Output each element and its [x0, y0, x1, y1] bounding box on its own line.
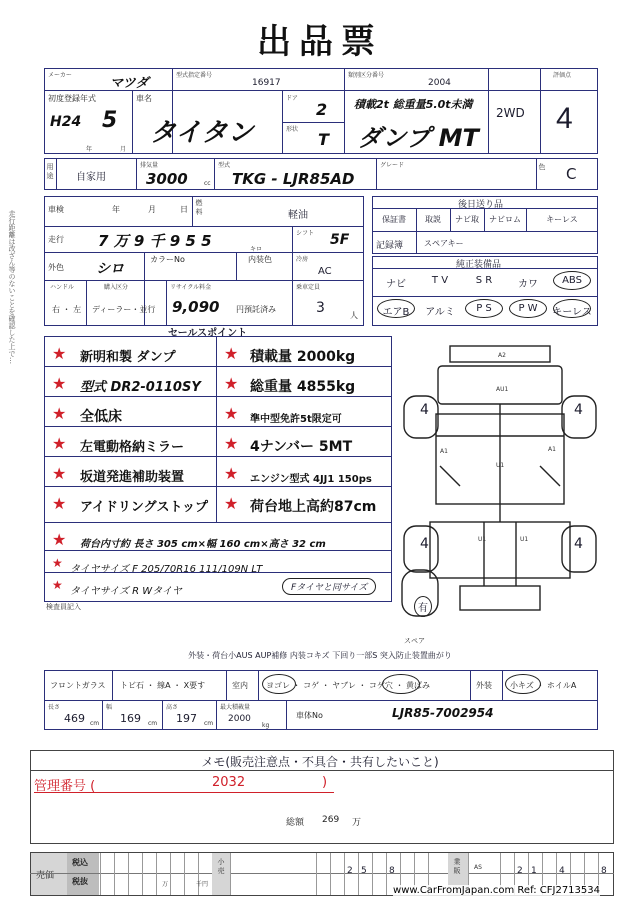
chassis-label: 車体No: [296, 711, 323, 720]
damage-mark-u1-c: U1: [520, 536, 529, 543]
width-unit: cm: [148, 720, 158, 727]
divider: [114, 853, 115, 895]
watermark: www.CarFromJapan.com Ref: CFJ2713534: [393, 885, 600, 896]
chassis-no: LJR85-7002954: [392, 706, 494, 720]
genuine-item: カワ: [518, 279, 538, 290]
divider: [44, 456, 392, 457]
insp-day: 日: [180, 205, 188, 214]
fuel: 軽油: [288, 210, 308, 221]
divider: [372, 853, 373, 895]
ac-label: 冷房: [296, 256, 309, 263]
interior-cond-label: 室内: [232, 681, 248, 690]
sales-point-right: 積載量 2000kg: [250, 349, 356, 365]
recycle-label: リサイクル料金: [170, 284, 212, 291]
divider: [230, 853, 231, 895]
sales-point-left: 新明和製 ダンプ: [80, 350, 176, 365]
total-value: 269: [322, 815, 340, 825]
ext-color: シロ: [96, 261, 124, 277]
side-notice: 走行距離は改ざん等のないことを確認した上で…: [8, 210, 16, 364]
inspection-label: 車検: [48, 205, 64, 214]
divider: [450, 208, 451, 231]
star-icon: ★: [52, 374, 67, 393]
shape: T: [318, 130, 329, 149]
sales-point-left: 全低床: [80, 409, 122, 425]
genuine-item: アルミ: [425, 307, 455, 318]
star-icon: ★: [52, 434, 67, 453]
divider: [184, 853, 185, 895]
divider: [358, 853, 359, 895]
height: 197: [176, 712, 197, 725]
price-digit-small: 8: [389, 866, 395, 876]
handle: 右 ・ 左: [52, 305, 82, 314]
damage-mark-u1-a: U1: [496, 462, 505, 469]
body-type: ダンプ MT: [358, 124, 479, 152]
later-parts-row2: スペアキー: [424, 239, 464, 248]
divider: [330, 853, 331, 895]
mgmt-value: 2032: [212, 775, 246, 790]
divider: [170, 853, 171, 895]
small-label: 小売: [217, 858, 225, 875]
star-icon: ★: [52, 530, 67, 549]
rating-label: 評価点: [553, 72, 572, 79]
price-digit-small: 2: [347, 866, 353, 876]
car-name: タイタン: [150, 118, 254, 148]
star-icon: ★: [224, 404, 239, 423]
mgmt-label: 管理番号 (: [34, 779, 96, 794]
height-label: 高さ: [166, 704, 179, 711]
ws-label: 業販: [453, 858, 461, 875]
cc-unit: cc: [204, 180, 211, 187]
page-title: 出品票: [257, 22, 383, 62]
circle-mark: [509, 299, 547, 318]
genuine-item: ナビ: [386, 279, 406, 290]
mileage-label: 走行: [48, 235, 64, 244]
purchase: ディーラー・並行: [92, 305, 156, 314]
height-unit: cm: [204, 720, 214, 727]
maker-label: メーカー: [48, 72, 72, 79]
star-icon: ★: [52, 464, 67, 483]
remarks: 外装・荷台小AUS AUP補修 内装コキズ 下回り一部S 突入防止装置曲がり: [188, 651, 452, 660]
man-unit: 万: [162, 881, 169, 888]
genuine-item: P S: [476, 303, 492, 314]
divider: [416, 231, 417, 254]
total-unit: 万: [352, 818, 362, 828]
sales-point-right: 4ナンバー 5MT: [250, 439, 353, 455]
sales-point-right: 荷台地上高約87cm: [250, 499, 377, 515]
price-digit-ws: 1: [531, 866, 537, 876]
divider: [198, 853, 199, 895]
star-icon: ★: [52, 556, 63, 570]
price-digit-small: 5: [361, 866, 367, 876]
sell-label: 売価: [36, 871, 55, 881]
genuine-item: S R: [475, 275, 493, 286]
tire-depth-rl: 4: [420, 536, 429, 552]
damage-mark-a1-left: A1: [440, 448, 448, 455]
model: TKG - LJR85AD: [232, 170, 355, 188]
load-label: 最大積載量: [220, 704, 251, 711]
circle-mark: [262, 674, 296, 694]
tax-in: 税込: [72, 858, 88, 867]
shift-label: シフト: [296, 230, 315, 237]
divider: [44, 366, 392, 367]
divider: [44, 522, 392, 523]
star-icon: ★: [52, 344, 67, 363]
color-label: 色: [538, 163, 546, 171]
usage-label: 用途: [46, 163, 54, 180]
length-unit: cm: [90, 720, 100, 727]
recycle-note: 円預託済み: [236, 305, 276, 314]
drive: 2WD: [496, 106, 525, 120]
shape-label: 形状: [286, 126, 299, 133]
insp-year: 年: [112, 205, 120, 214]
divider: [44, 396, 392, 397]
interior-cond-items: ヨゴレ ・ コゲ ・ ヤブレ ・ コゲ穴 ・ 黄ばみ: [266, 681, 431, 690]
later-part-item: 保証書: [382, 215, 406, 224]
handle-label: ハンドル: [50, 284, 75, 291]
load-unit: kg: [262, 722, 270, 729]
name-label: 車名: [136, 94, 152, 103]
inspector-label: 検査員記入: [46, 603, 81, 611]
load: 2000: [228, 714, 251, 724]
reg-month: 5: [102, 108, 118, 133]
era: H24: [50, 114, 82, 130]
windshield-label: フロントガラス: [50, 681, 106, 690]
genuine-item: ABS: [562, 275, 582, 286]
later-part-item: 取説: [425, 215, 441, 224]
circle-mark: [505, 674, 541, 694]
later-parts-record-label: 記録簿: [376, 241, 404, 251]
ext-color-label: 外色: [48, 263, 64, 272]
km-unit: キロ: [250, 246, 263, 253]
divider: [142, 853, 143, 895]
genuine-item: エアB: [382, 307, 410, 318]
divider: [44, 486, 392, 487]
circle-mark: [382, 674, 420, 694]
later-part-item: ナビロム: [489, 215, 521, 224]
tire-note: Fタイヤと同サイズ: [282, 578, 376, 595]
load-text: 積載2t 総重量5.0t未満: [354, 98, 473, 111]
memo-header: メモ(販売注意点・不具合・共有したいこと): [201, 755, 439, 769]
star-icon: ★: [52, 578, 63, 592]
price-digit-ws: 4: [559, 866, 565, 876]
circle-mark: [377, 299, 415, 318]
grade-label: グレード: [380, 162, 405, 169]
doors: 2: [316, 100, 328, 119]
capacity-label: 乗車定員: [296, 284, 321, 291]
designation-label: 型式指定番号: [176, 72, 213, 79]
category: 2004: [428, 78, 451, 88]
sales-point-left: 左電動格納ミラー: [80, 440, 185, 455]
divider: [44, 426, 392, 427]
divider: [416, 208, 417, 231]
mileage: 7 万 9 千 9 5 5: [98, 232, 212, 250]
later-part-item: キーレス: [546, 215, 578, 224]
width: 169: [120, 712, 141, 725]
doors-label: ドア: [286, 95, 298, 102]
tire-front: タイヤサイズ F 205/70R16 111/109N LT: [70, 564, 263, 575]
sales-point-left: 坂道発進補助装置: [80, 470, 185, 485]
divider: [344, 853, 345, 895]
circle-mark: [553, 299, 591, 318]
length: 469: [64, 712, 85, 725]
year-unit: 年: [86, 146, 93, 153]
color-no-label: カラーNo: [150, 255, 185, 264]
usage: 自家用: [76, 172, 106, 183]
recycle: 9,090: [172, 298, 220, 316]
exterior-cond-items: 小キズ ・ ホイルA: [510, 681, 577, 690]
shift: 5F: [330, 232, 350, 248]
bed-dimensions: 荷台内寸約 長さ 305 cm×幅 160 cm×高さ 32 cm: [80, 539, 326, 550]
maker: マツダ: [110, 76, 149, 91]
star-icon: ★: [224, 464, 239, 483]
star-icon: ★: [52, 494, 67, 513]
first-reg-label: 初度登録年式: [48, 94, 96, 103]
sales-points-header: セールスポイント: [168, 328, 248, 339]
fuel-label: 燃料: [195, 199, 203, 216]
model-label: 型式: [218, 162, 231, 169]
category-label: 類別区分番号: [348, 72, 385, 79]
divider: [484, 208, 485, 231]
damage-mark-a1-right: A1: [548, 446, 556, 453]
sales-point-right: エンジン型式 4JJ1 150ps: [250, 474, 372, 485]
sales-point-left: アイドリングストップ: [80, 500, 209, 515]
ac: AC: [318, 266, 332, 277]
star-icon: ★: [224, 374, 239, 393]
star-icon: ★: [224, 494, 239, 513]
month-unit: 月: [120, 146, 127, 153]
truck-diagram: [400, 336, 600, 632]
capacity-unit: 人: [350, 311, 358, 320]
divider: [128, 853, 129, 895]
length-label: 長さ: [48, 704, 61, 711]
tire-depth-fr: 4: [574, 402, 583, 418]
spare-mark: 有: [414, 596, 432, 617]
circle-mark: [553, 271, 591, 290]
divider: [316, 853, 317, 895]
divider: [156, 853, 157, 895]
sales-point-right: 総重量 4855kg: [250, 379, 356, 395]
genuine-item: P W: [518, 303, 538, 314]
sales-point-left: 型式 DR2-0110SY: [80, 380, 201, 395]
designation: 16917: [252, 78, 281, 88]
price-digit-ws: 8: [601, 866, 607, 876]
insp-month: 月: [148, 205, 156, 214]
damage-mark-u1-b: U1: [478, 536, 487, 543]
width-label: 幅: [106, 704, 113, 711]
exterior-cond-label: 外装: [476, 681, 492, 690]
divider: [526, 208, 527, 231]
star-icon: ★: [224, 344, 239, 363]
genuine-item: T V: [431, 275, 449, 286]
divider: [44, 550, 392, 551]
genuine-header: 純正装備品: [456, 260, 502, 270]
divider: [386, 853, 387, 895]
total-label: 総額: [286, 818, 305, 828]
star-icon: ★: [52, 404, 67, 423]
displacement: 3000: [146, 170, 188, 188]
color-rank: C: [566, 165, 577, 183]
tire-depth-rr: 4: [574, 536, 583, 552]
star-icon: ★: [224, 434, 239, 453]
divider: [100, 853, 101, 895]
genuine-item: キーレス: [552, 307, 592, 318]
capacity: 3: [316, 300, 325, 316]
spare-label: スペア: [404, 637, 425, 645]
circle-mark: [465, 299, 503, 318]
price-digit-ws: 2: [517, 866, 523, 876]
mgmt-close: ): [322, 775, 328, 790]
later-parts-header: 後日送り品: [458, 200, 504, 210]
windshield-chips: トビ石 ・ 線A ・ X要す: [120, 681, 206, 690]
as-label: AS: [474, 864, 482, 871]
interior-label: 内装色: [248, 255, 272, 264]
tire-depth-fl: 4: [420, 402, 429, 418]
damage-mark-au1: AU1: [496, 386, 509, 393]
displacement-label: 排気量: [140, 162, 159, 169]
rating: 4: [556, 102, 573, 135]
sales-point-right: 準中型免許5t限定可: [250, 414, 342, 425]
sen-unit: 千円: [196, 881, 209, 888]
damage-mark-a2: A2: [498, 352, 506, 359]
tire-rear: タイヤサイズ R Wタイヤ: [70, 586, 182, 597]
tax-ex: 税抜: [72, 877, 88, 886]
purchase-label: 購入区分: [104, 284, 129, 291]
later-part-item: ナビ取: [455, 215, 479, 224]
